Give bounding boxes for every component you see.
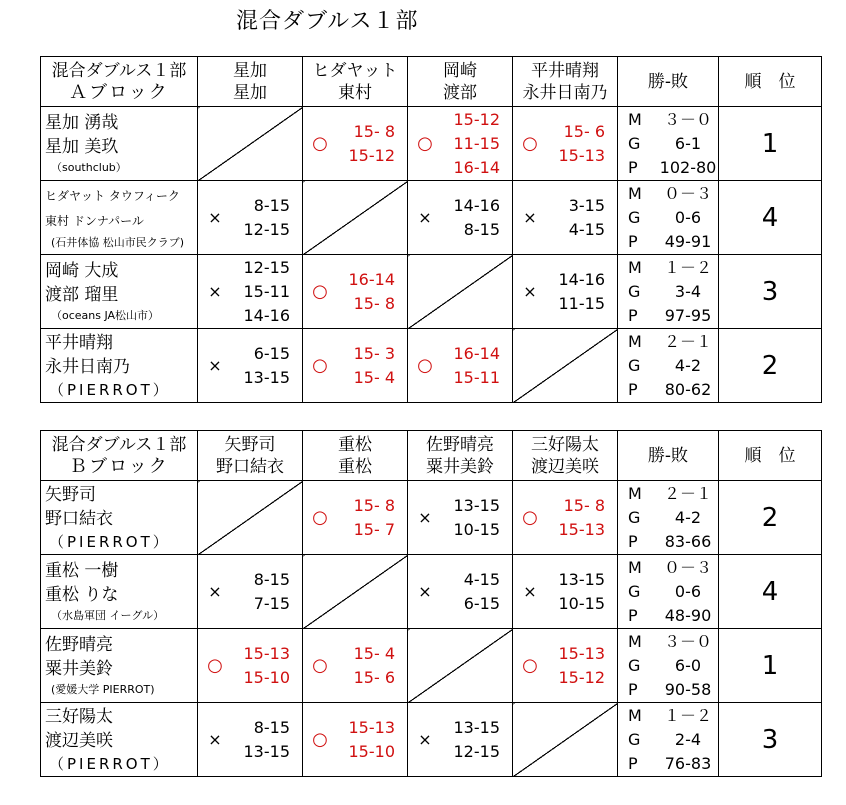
game-score: 15- 4 xyxy=(353,643,395,663)
stat-key: G xyxy=(628,133,641,153)
loss-mark: × xyxy=(208,208,222,227)
match-result-cell xyxy=(513,629,618,703)
game-score: 11-15 xyxy=(453,133,500,153)
rank-header: 順 位 xyxy=(719,57,822,107)
affiliation: （oceans JA松山市） xyxy=(51,308,160,322)
game-scores xyxy=(232,342,302,390)
stat-value-g: 6-0 xyxy=(674,655,702,675)
stats-cell xyxy=(618,107,719,181)
loss-mark: × xyxy=(208,282,222,301)
win-mark: ○ xyxy=(522,655,538,676)
player-name: 東村 ドンナパール xyxy=(45,213,144,228)
page-title: 混合ダブルス１部 xyxy=(236,9,419,34)
game-score: 15- 3 xyxy=(353,343,395,363)
game-score: 13-15 xyxy=(453,495,500,515)
stats-cell xyxy=(618,703,719,777)
game-score: 15- 7 xyxy=(353,519,395,539)
stat-value-m: ３－０ xyxy=(663,631,712,651)
game-scores xyxy=(337,716,407,764)
win-mark: ○ xyxy=(207,655,223,676)
stat-value-m: ２－１ xyxy=(663,331,712,351)
match-result-cell xyxy=(198,329,303,403)
match-result-cell xyxy=(513,255,618,329)
loss-mark: × xyxy=(418,208,432,227)
column-player-name: 永井日南乃 xyxy=(522,82,608,103)
match-result-cell xyxy=(198,703,303,777)
table-row xyxy=(41,181,822,255)
pair-cell xyxy=(41,555,198,629)
loss-mark: × xyxy=(523,208,537,227)
stat-key: P xyxy=(628,157,638,177)
block-b-table xyxy=(40,430,822,777)
stats-cell xyxy=(618,629,719,703)
game-score: 3-15 xyxy=(568,195,605,215)
stat-value-m: ０－３ xyxy=(663,183,712,203)
stat-value-p: 83-66 xyxy=(664,531,712,551)
game-score: 15- 4 xyxy=(353,367,395,387)
rank-cell: 2 xyxy=(719,329,822,403)
affiliation: (愛媛大学 PIERROT) xyxy=(51,682,155,696)
affiliation: （PIERROT） xyxy=(49,380,171,399)
match-result-cell xyxy=(513,555,618,629)
game-score: 14-16 xyxy=(558,269,605,289)
game-score: 15-12 xyxy=(558,667,605,687)
stat-value-g: 2-4 xyxy=(674,729,702,749)
loss-mark: × xyxy=(418,508,432,527)
pair-cell xyxy=(41,329,198,403)
stat-key: G xyxy=(628,207,641,227)
self-match-cell xyxy=(513,329,618,403)
game-scores xyxy=(337,268,407,316)
column-player-name: ヒダヤット xyxy=(312,60,398,81)
game-score: 13-15 xyxy=(453,717,500,737)
game-scores xyxy=(547,120,617,168)
match-result-cell xyxy=(408,481,513,555)
win-mark: ○ xyxy=(417,355,433,376)
game-score: 4-15 xyxy=(463,569,500,589)
rank-cell: 3 xyxy=(719,703,822,777)
pair-cell xyxy=(41,181,198,255)
win-mark: ○ xyxy=(417,133,433,154)
game-score: 8-15 xyxy=(463,219,500,239)
match-result-cell xyxy=(198,255,303,329)
stat-key: G xyxy=(628,281,641,301)
table-row xyxy=(41,329,822,403)
stat-value-m: ２－１ xyxy=(663,483,712,503)
column-header xyxy=(513,431,618,481)
stat-key: M xyxy=(628,557,642,577)
game-score: 15- 6 xyxy=(563,121,605,141)
stat-value-m: １－２ xyxy=(663,257,712,277)
win-mark: ○ xyxy=(312,507,328,528)
column-player-name: 岡崎 xyxy=(443,60,477,81)
game-score: 12-15 xyxy=(453,741,500,761)
game-score: 16-14 xyxy=(348,269,395,289)
stats-cell xyxy=(618,555,719,629)
game-score: 6-15 xyxy=(463,593,500,613)
affiliation: （水島軍団 イーグル） xyxy=(51,608,165,622)
match-result-cell xyxy=(303,703,408,777)
self-match-cell xyxy=(198,481,303,555)
division-label: 混合ダブルス１部 xyxy=(51,60,187,81)
table-row xyxy=(41,255,822,329)
game-scores xyxy=(442,716,512,764)
stat-key: M xyxy=(628,705,642,725)
game-scores xyxy=(337,342,407,390)
stat-value-g: 4-2 xyxy=(674,355,702,375)
stat-key: P xyxy=(628,305,638,325)
stat-key: P xyxy=(628,605,638,625)
loss-mark: × xyxy=(208,356,222,375)
block-a-table xyxy=(40,56,822,403)
game-score: 16-14 xyxy=(453,343,500,363)
winloss-header: 勝-敗 xyxy=(618,57,719,107)
column-player-name: 平井晴翔 xyxy=(531,60,599,81)
rank-cell: 2 xyxy=(719,481,822,555)
stat-value-g: 0-6 xyxy=(674,207,702,227)
stat-key: P xyxy=(628,231,638,251)
game-score: 15-11 xyxy=(453,367,500,387)
game-score: 10-15 xyxy=(558,593,605,613)
column-player-name: 重松 xyxy=(338,456,372,477)
table-row xyxy=(41,107,822,181)
game-score: 14-16 xyxy=(453,195,500,215)
rank-cell: 4 xyxy=(719,555,822,629)
stat-value-g: 0-6 xyxy=(674,581,702,601)
match-result-cell xyxy=(303,481,408,555)
match-result-cell xyxy=(408,703,513,777)
stat-key: M xyxy=(628,257,642,277)
match-result-cell xyxy=(303,329,408,403)
column-player-name: 星加 xyxy=(233,82,267,103)
loss-mark: × xyxy=(523,282,537,301)
game-scores xyxy=(547,194,617,242)
game-score: 15-11 xyxy=(243,281,290,301)
stat-value-m: １－２ xyxy=(663,705,712,725)
loss-mark: × xyxy=(418,730,432,749)
game-score: 14-16 xyxy=(243,305,290,325)
pair-cell xyxy=(41,481,198,555)
pair-cell xyxy=(41,703,198,777)
game-score: 15- 8 xyxy=(353,495,395,515)
corner-cell xyxy=(41,431,198,481)
stat-value-m: ３－０ xyxy=(663,109,712,129)
rank-cell: 1 xyxy=(719,629,822,703)
game-scores xyxy=(232,716,302,764)
stat-value-p: 80-62 xyxy=(664,379,712,399)
game-score: 15-10 xyxy=(243,667,290,687)
game-scores xyxy=(547,268,617,316)
self-match-cell xyxy=(198,107,303,181)
game-scores xyxy=(547,568,617,616)
rank-cell: 1 xyxy=(719,107,822,181)
stat-key: G xyxy=(628,655,641,675)
game-score: 13-15 xyxy=(243,367,290,387)
match-result-cell xyxy=(198,555,303,629)
stat-value-p: 49-91 xyxy=(664,231,712,251)
stat-value-p: 102-80 xyxy=(659,157,717,177)
game-score: 11-15 xyxy=(558,293,605,313)
pair-cell xyxy=(41,255,198,329)
game-score: 8-15 xyxy=(253,569,290,589)
game-scores xyxy=(337,120,407,168)
game-score: 12-15 xyxy=(243,257,290,277)
column-player-name: 矢野司 xyxy=(224,434,276,455)
table-row xyxy=(41,629,822,703)
match-result-cell xyxy=(513,481,618,555)
stat-key: P xyxy=(628,379,638,399)
stat-key: M xyxy=(628,483,642,503)
rank-header: 順 位 xyxy=(719,431,822,481)
self-match-cell xyxy=(303,181,408,255)
match-result-cell xyxy=(303,255,408,329)
self-match-cell xyxy=(408,629,513,703)
self-match-cell xyxy=(513,703,618,777)
stat-key: M xyxy=(628,631,642,651)
stat-value-g: 3-4 xyxy=(674,281,702,301)
column-player-name: 東村 xyxy=(338,82,372,103)
stat-key: G xyxy=(628,729,641,749)
game-scores xyxy=(337,642,407,690)
column-player-name: 三好陽太 xyxy=(531,434,599,455)
game-score: 15-13 xyxy=(558,519,605,539)
rank-cell: 4 xyxy=(719,181,822,255)
game-score: 15- 8 xyxy=(353,121,395,141)
win-mark: ○ xyxy=(522,133,538,154)
player-name: 三好陽太 xyxy=(45,706,113,727)
player-name: 渡部 瑠里 xyxy=(45,284,119,305)
self-match-cell xyxy=(303,555,408,629)
player-name: 重松 りな xyxy=(45,584,119,605)
column-header xyxy=(303,57,408,107)
win-mark: ○ xyxy=(312,355,328,376)
affiliation: （PIERROT） xyxy=(49,754,171,773)
match-result-cell xyxy=(408,555,513,629)
stat-key: P xyxy=(628,531,638,551)
column-player-name: 重松 xyxy=(338,434,372,455)
loss-mark: × xyxy=(523,582,537,601)
player-name: 佐野晴亮 xyxy=(45,634,113,655)
game-score: 15-13 xyxy=(558,643,605,663)
self-match-cell xyxy=(408,255,513,329)
loss-mark: × xyxy=(208,582,222,601)
game-score: 10-15 xyxy=(453,519,500,539)
stat-value-p: 90-58 xyxy=(664,679,712,699)
game-scores xyxy=(232,568,302,616)
player-name: 星加 湧哉 xyxy=(45,112,119,133)
game-score: 8-15 xyxy=(253,717,290,737)
game-scores xyxy=(232,256,302,328)
stat-value-p: 76-83 xyxy=(664,753,712,773)
stat-value-m: ０－３ xyxy=(663,557,712,577)
stat-value-p: 97-95 xyxy=(664,305,712,325)
game-scores xyxy=(442,342,512,390)
stats-cell xyxy=(618,255,719,329)
stat-value-p: 48-90 xyxy=(664,605,712,625)
match-result-cell xyxy=(198,629,303,703)
game-scores xyxy=(547,642,617,690)
game-score: 15-10 xyxy=(348,741,395,761)
match-result-cell xyxy=(303,629,408,703)
table-row xyxy=(41,703,822,777)
stat-key: P xyxy=(628,679,638,699)
win-mark: ○ xyxy=(312,729,328,750)
player-name: 渡辺美咲 xyxy=(45,730,113,751)
match-result-cell xyxy=(513,181,618,255)
player-name: 星加 美玖 xyxy=(45,136,119,157)
match-result-cell xyxy=(408,181,513,255)
rank-cell: 3 xyxy=(719,255,822,329)
stat-key: G xyxy=(628,581,641,601)
match-result-cell xyxy=(198,181,303,255)
game-score: 15- 6 xyxy=(353,667,395,687)
column-player-name: 渡辺美咲 xyxy=(531,456,599,477)
column-header xyxy=(408,431,513,481)
game-score: 12-15 xyxy=(243,219,290,239)
stat-key: M xyxy=(628,331,642,351)
block-label: Ｂブロック xyxy=(69,455,169,477)
game-score: 15- 8 xyxy=(563,495,605,515)
player-name: 永井日南乃 xyxy=(45,356,130,377)
game-score: 15-13 xyxy=(243,643,290,663)
column-header xyxy=(408,57,513,107)
player-name: 平井晴翔 xyxy=(45,332,113,353)
table-row xyxy=(41,555,822,629)
player-name: 重松 一樹 xyxy=(45,560,119,581)
corner-cell xyxy=(41,57,198,107)
game-score: 8-15 xyxy=(253,195,290,215)
match-result-cell xyxy=(408,329,513,403)
win-mark: ○ xyxy=(522,507,538,528)
loss-mark: × xyxy=(208,730,222,749)
stat-value-g: 6-1 xyxy=(674,133,702,153)
game-scores xyxy=(442,494,512,542)
column-player-name: 星加 xyxy=(233,60,267,81)
stat-key: M xyxy=(628,183,642,203)
pair-cell xyxy=(41,629,198,703)
game-score: 7-15 xyxy=(253,593,290,613)
match-result-cell xyxy=(303,107,408,181)
column-header xyxy=(303,431,408,481)
win-mark: ○ xyxy=(312,133,328,154)
affiliation: （southclub） xyxy=(51,160,127,174)
player-name: 矢野司 xyxy=(45,484,96,505)
game-scores xyxy=(442,194,512,242)
match-result-cell xyxy=(513,107,618,181)
game-score: 15-13 xyxy=(348,717,395,737)
game-scores xyxy=(337,494,407,542)
block-label: Ａブロック xyxy=(69,81,169,103)
match-result-cell xyxy=(408,107,513,181)
game-score: 13-15 xyxy=(243,741,290,761)
table-row xyxy=(41,481,822,555)
player-name: ヒダヤット タウフィーク xyxy=(45,188,180,203)
column-header xyxy=(198,57,303,107)
player-name: 岡崎 大成 xyxy=(45,260,119,281)
win-mark: ○ xyxy=(312,655,328,676)
stat-key: G xyxy=(628,355,641,375)
stat-value-g: 4-2 xyxy=(674,507,702,527)
affiliation: (石井体協 松山市民クラブ) xyxy=(51,235,185,249)
game-scores xyxy=(442,568,512,616)
stat-key: G xyxy=(628,507,641,527)
stats-cell xyxy=(618,329,719,403)
division-label: 混合ダブルス１部 xyxy=(51,434,187,455)
win-mark: ○ xyxy=(312,281,328,302)
affiliation: （PIERROT） xyxy=(49,532,171,551)
game-score: 15-12 xyxy=(348,145,395,165)
player-name: 野口結衣 xyxy=(45,508,113,529)
stats-cell xyxy=(618,181,719,255)
column-header xyxy=(198,431,303,481)
game-score: 15- 8 xyxy=(353,293,395,313)
winloss-header: 勝-敗 xyxy=(618,431,719,481)
game-score: 15-12 xyxy=(453,109,500,129)
game-scores xyxy=(232,642,302,690)
game-scores xyxy=(232,194,302,242)
game-scores xyxy=(442,108,512,180)
game-score: 4-15 xyxy=(568,219,605,239)
column-player-name: 粟井美鈴 xyxy=(426,456,494,477)
column-player-name: 野口結衣 xyxy=(216,456,284,477)
player-name: 粟井美鈴 xyxy=(45,658,113,679)
game-score: 15-13 xyxy=(558,145,605,165)
game-score: 6-15 xyxy=(253,343,290,363)
loss-mark: × xyxy=(418,582,432,601)
game-scores xyxy=(547,494,617,542)
stats-cell xyxy=(618,481,719,555)
stat-key: M xyxy=(628,109,642,129)
game-score: 13-15 xyxy=(558,569,605,589)
column-player-name: 渡部 xyxy=(443,82,477,103)
column-player-name: 佐野晴亮 xyxy=(426,434,494,455)
game-score: 16-14 xyxy=(453,157,500,177)
column-header xyxy=(513,57,618,107)
pair-cell xyxy=(41,107,198,181)
stat-key: P xyxy=(628,753,638,773)
